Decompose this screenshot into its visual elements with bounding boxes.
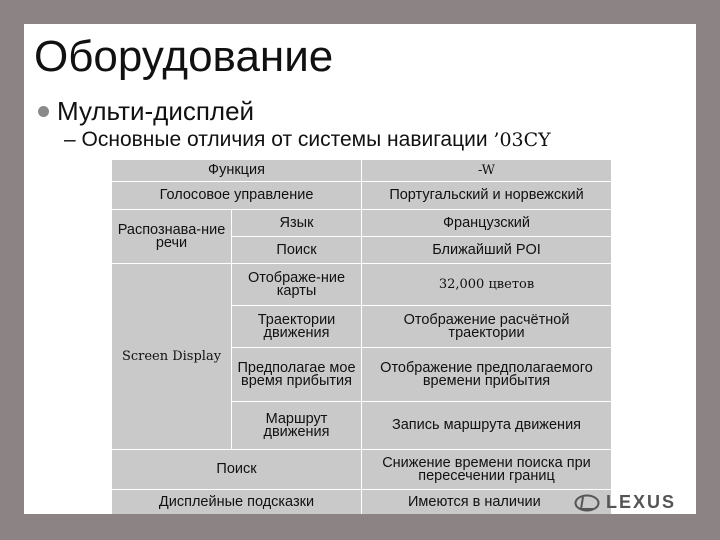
row-search2-value: Снижение времени поиска при пересечении границ [362, 450, 612, 490]
row-voice-value: Португальский и норвежский [362, 182, 612, 210]
row-eta-label: Предполагае мое время прибытия [232, 348, 362, 402]
lexus-emblem-icon [574, 494, 600, 512]
row-hints-value: Имеются в наличии [362, 490, 612, 514]
bullet-level2-model: ’03CY [493, 129, 551, 151]
row-route-label: Маршрут движения [232, 402, 362, 450]
row-search1-value: Ближайший POI [362, 237, 612, 264]
row-trajectory-label: Траектории движения [232, 306, 362, 348]
row-voice-label: Голосовое управление [112, 182, 362, 210]
bullet-level2-text: – Основные отличия от системы навигации [64, 128, 494, 151]
row-screen-group: Screen Display [112, 264, 232, 450]
header-function: Функция [112, 160, 362, 182]
slide-title: Оборудование [34, 32, 334, 81]
row-trajectory-value: Отображение расчётной траектории [362, 306, 612, 348]
bullet-dot-icon [38, 106, 49, 117]
header-model: -W [362, 160, 612, 182]
row-speech-group: Распознава-ние речи [112, 210, 232, 264]
bullet-level1-text: Мульти-дисплей [57, 96, 255, 126]
row-map-label: Отображе-ние карты [232, 264, 362, 306]
bullet-level2 [64, 128, 551, 152]
row-eta-value: Отображение предполагаемого времени прибытия [362, 348, 612, 402]
row-search1-label: Поиск [232, 237, 362, 264]
row-search2-label: Поиск [112, 450, 362, 490]
row-map-value: 32,000 цветов [362, 264, 612, 306]
row-lang-value: Французский [362, 210, 612, 237]
bullet-level1 [38, 96, 254, 127]
lexus-wordmark: LEXUS [606, 492, 677, 512]
row-lang-label: Язык [232, 210, 362, 237]
lexus-logo [574, 492, 676, 513]
row-route-value: Запись маршрута движения [362, 402, 612, 450]
row-hints-label: Дисплейные подсказки [112, 490, 362, 514]
comparison-table [112, 160, 612, 514]
slide [24, 24, 696, 514]
